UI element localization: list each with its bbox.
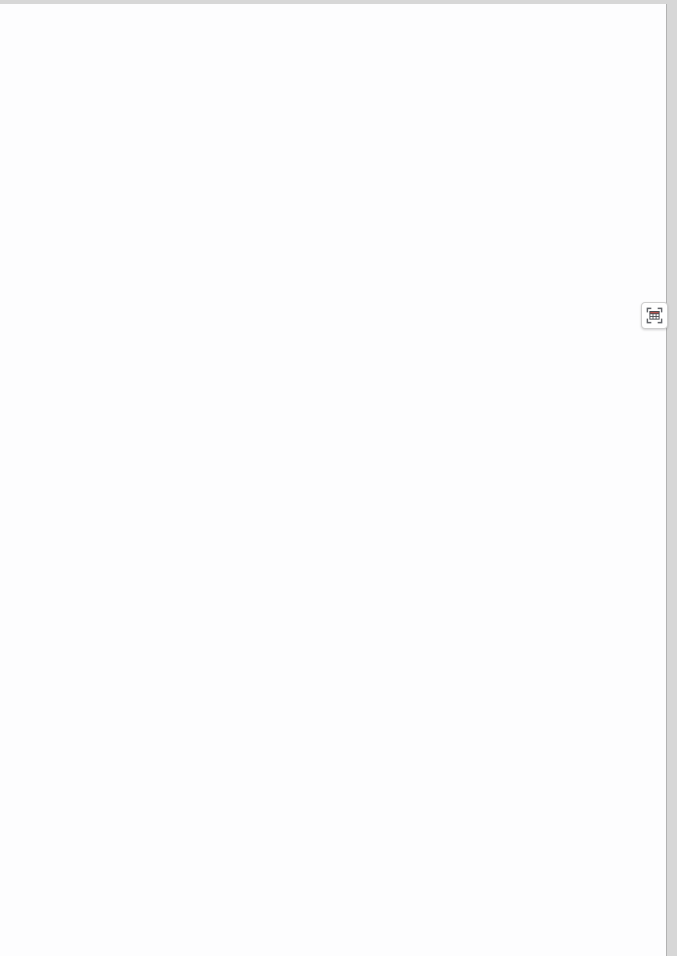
table-capture-icon [645, 306, 664, 325]
section-other [45, 695, 646, 714]
document-page [0, 4, 667, 956]
section-heading-mechanical [45, 64, 64, 80]
section-heading-environment [45, 292, 64, 308]
table-tool-button[interactable] [641, 302, 668, 329]
section-heading-other [45, 695, 646, 711]
